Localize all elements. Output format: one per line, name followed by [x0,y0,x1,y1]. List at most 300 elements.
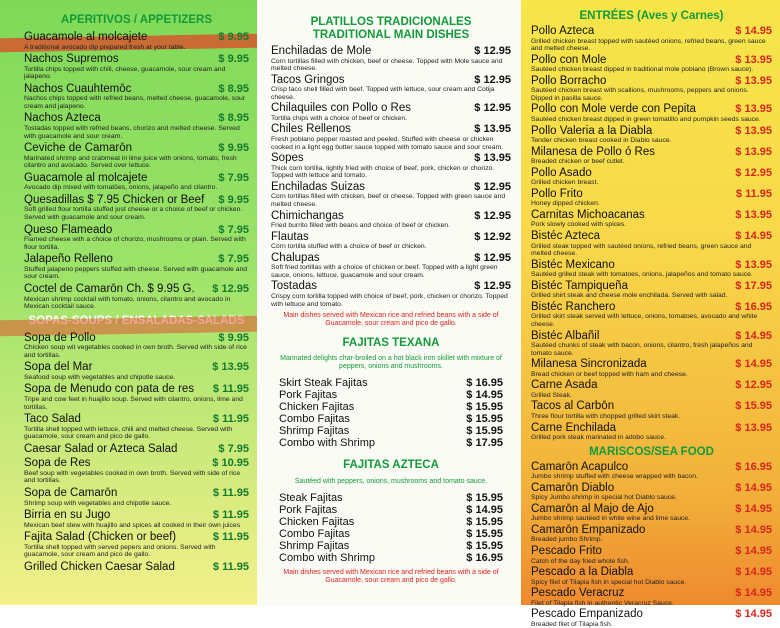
menu-item-row [531,482,772,495]
menu-item-name: Pollo Frito [531,187,583,200]
menu-item-name: Skirt Steak Fajitas [279,376,368,389]
menu-item-price: $ 9.95 [218,331,249,344]
menu-item-price: $ 11.95 [212,487,249,500]
menu-item-price: $ 12.95 [474,280,511,293]
menu-item-description: Tripe and cow feet in huajillo soup. Served with cilantro, onions, lime and tortillas. [24,395,243,411]
menu-item-row [279,528,503,540]
menu-item [24,361,249,381]
menu-item-name: Queso Flameado [24,223,113,236]
menu-item-price: $ 11.95 [212,531,249,544]
menu-item-description: Filet of Tilapia fish in authentic Veracruz Sauce. [531,599,674,607]
menu-item-row [531,146,772,159]
menu-item-price: $ 11.95 [212,509,249,522]
menu-item-row [24,332,249,345]
menu-item-row [24,361,249,374]
menu-item-row [531,259,772,272]
menu-item [531,209,772,229]
menu-item-price: $ 13.95 [735,74,772,87]
menu-item-name: Fajita Salad (Chicken or beef) [24,531,177,544]
menu-item [531,379,772,399]
menu-item-name: Bistéc Ranchero [531,300,616,313]
menu-item-price: $ 7.95 [218,253,249,266]
menu-item-description: Breaded jumbo Shrimp. [531,536,603,544]
menu-item [531,422,772,442]
menu-item-name: Sopa de Pollo [24,331,96,344]
menu-item [271,45,511,73]
menu-item-price: $ 13.95 [735,145,772,158]
menu-item [24,224,249,252]
menu-item-price: $ 17.95 [735,279,772,292]
menu-item-price: $ 13.95 [735,53,772,66]
menu-item [531,400,772,420]
menu-item-name: Quesadillas $ 7.95 Chicken or Beef [24,193,205,206]
menu-item-price: $ 16.95 [466,376,503,389]
menu-item-price: $ 16.95 [735,300,772,313]
menu-item-price: $ 17.95 [466,436,503,449]
soups-salads-heading: SOPAS-SOUPS / ENSALADAS-SALADS [28,314,245,327]
menu-item [531,587,772,607]
menu-item-row [271,102,511,115]
menu-item-name: Sopa de Menudo con pata de res [24,383,195,396]
menu-item [279,552,503,564]
menu-item-row [279,492,503,504]
menu-item [531,566,772,586]
menu-item-name: Pork Fajitas [279,388,338,401]
menu-item [279,413,503,425]
menu-item-price: $ 12.95 [474,251,511,264]
menu-item-row [24,224,249,237]
menu-item-name: Camarōn Acapulco [531,460,629,473]
menu-item [531,524,772,544]
menu-item-description: Sautéed chicken breast dipped in traditional mole poblano (Brown sauce). [531,66,754,74]
menu-item-description: Seafood soup with vegetables and chipotle sauce. [24,373,176,381]
menu-item-price: $ 15.95 [466,516,503,529]
menu-item [531,330,772,358]
menu-item-price: $ 8.95 [218,82,249,95]
menu-item-name: Taco Salad [24,413,81,426]
menu-item-row [24,83,249,96]
menu-item-price: $ 14.95 [735,25,772,37]
menu-item-description: Crispy corn tortilla topped with choice of beef, pork, chicken or chorizo. Topped with lettuce and tomato. [271,292,508,308]
menu-item-description: Sautéed chunks of steak with bacon, onions, cilantro, fresh jalapeños and tomato sauce. [531,342,753,357]
menu-item [531,461,772,481]
menu-item-price: $ 9.95 [218,31,249,43]
menu-item-row [24,509,249,522]
menu-item-name: Bistéc Albañil [531,329,600,342]
menu-item [271,231,511,251]
menu-item [24,332,249,360]
menu-item-price: $ 13.95 [735,208,772,221]
menu-item [24,509,249,529]
menu-item-row [271,210,511,223]
fajitas-texana-list [271,377,511,449]
menu-item-price: $ 15.95 [466,492,503,505]
menu-item-row [531,587,772,600]
fajitas-azteca-list [271,492,511,564]
menu-item-row [24,172,249,185]
menu-item-row [24,531,249,544]
menu-item-name: Pollo con Mole [531,53,607,66]
menu-item-price: $ 13.95 [212,361,249,374]
menu-item-name: Shrimp Fajitas [279,424,350,437]
menu-item-price: $ 15.95 [466,540,503,553]
menu-item-description: Spicy filet of Tilapia fish in special hot Diablo sauce. [531,578,687,586]
menu-item-price: $ 14.95 [735,566,772,579]
menu-item-price: $ 8.95 [218,112,249,125]
menu-item-price: $ 14.95 [735,608,772,621]
menu-item-price: $ 13.95 [735,103,772,116]
menu-item-price: $ 12.95 [212,283,249,295]
mariscos-heading: MARISCOS/SEA FOOD [589,445,714,458]
menu-item [271,252,511,280]
menu-item-name: Shrimp Fajitas [279,540,350,553]
menu-item-description: Pork slowly cooked with spices. [531,221,627,229]
menu-item-price: $ 12.95 [735,379,772,392]
menu-item-name: Caesar Salad or Azteca Salad [24,442,178,455]
menu-item-row [279,425,503,437]
menu-item-price: $ 12.95 [474,73,511,86]
menu-item-description: Tortilla chips with a choice of beef or chicken. [271,114,408,122]
menu-item-name: Sopa de Res [24,457,91,470]
menu-item [531,503,772,523]
menu-item-description: Three flour tortilla with chopped grilled skirt steak. [531,412,681,420]
menu-item-row [271,45,511,58]
menu-item-name: Nachos Supremos [24,53,119,66]
appetizers-list [24,31,249,311]
menu-item [279,437,503,449]
menu-item-description: Grilled shirt steak and cheese mole enchilada. Served with salad. [531,292,728,300]
menu-item-price: $ 14.95 [735,230,772,243]
menu-item [271,102,511,122]
menu-item [24,142,249,170]
right-column [521,0,780,628]
menu-item-price: $ 15.95 [735,400,772,413]
menu-item-row [531,358,772,371]
menu-item-price: $ 12.92 [474,230,511,243]
menu-item-description: Grilled steak topped with sautéed onions, refried beans, green sauce and melted cheese. [531,242,752,258]
menu-item-name: Nachos Cuauhtemōc [24,82,132,95]
menu-item-row [531,400,772,413]
menu-item-row [24,561,249,574]
menu-item-name: Guacamole al molcajete [24,171,148,184]
menu-item-price: $ 16.95 [466,552,503,565]
menu-item [531,358,772,378]
menu-item [531,146,772,166]
menu-item-name: Pollo Azteca [531,25,595,37]
menu-item-row [531,209,772,222]
menu-item-row [279,437,503,449]
menu-item-name: Camarōn Diablo [531,481,615,494]
menu-item-description: Mexican beef stew with huajillo and spices all cooked in their own juices [24,521,241,529]
menu-item-price: $ 7.95 [218,442,249,455]
menu-item-row [279,389,503,401]
menu-item [24,383,249,411]
menu-item [279,528,503,540]
menu-item-row [531,301,772,314]
menu-item-row [24,31,249,44]
menu-item-price: $ 16.95 [735,460,772,473]
menu-item-description: Sautéed grilled steak with tomatoes, onions, jalapeños and tomato sauce. [531,271,753,279]
menu-item-row [24,53,249,66]
traditional-heading-spanish: PLATILLOS TRADICIONALES [310,16,472,28]
menu-item-price: $ 14.95 [466,504,503,517]
menu-item-description: Fried burrito filled with beans and choice of beef or chicken. [271,222,451,230]
menu-item-price: $ 14.95 [735,545,772,558]
menu-item-name: Jalapeño Relleno [24,253,113,266]
menu-item-row [531,230,772,243]
menu-item [271,74,511,102]
menu-item [279,377,503,389]
menu-item-name: Pescado Frito [531,545,602,558]
menu-item-description: Breaded chicken or beef cutlet. [531,158,625,166]
appetizers-heading: APERITIVOS / APPETIZERS [60,14,213,26]
menu-item [531,167,772,187]
menu-item-row [279,516,503,528]
menu-item-price: $ 13.95 [735,421,772,434]
menu-item-description: Tortilla shell topped with served pepers and onions. Served with guacamole, sour cream and pico de gallo. [24,543,216,559]
menu-item-name: Chalupas [271,251,320,264]
menu-item [24,443,249,456]
menu-item-name: Chiles Rellenos [271,123,351,136]
menu-item [531,280,772,300]
menu-item-description: Corn tortillas filled with chicken, beef or cheese. Topped with Mole sauce and melted cheese. [271,57,503,73]
menu-item-name: Flautas [271,230,309,243]
menu-item-row [531,379,772,392]
menu-item-row [531,103,772,116]
menu-item-description: Corn tortilla stuffed with a choice of beef or chicken. [271,243,427,251]
menu-item [279,516,503,528]
menu-item-name: Grilled Chicken Caesar Salad [24,560,175,573]
menu-item-description: Nachos chips topped with refried beans, melted cheese, guacamole, sour cream and jalapeno. [24,95,246,110]
menu-item [279,389,503,401]
fajitas-azteca-note: Sautéed with peppers, onions, mushrooms and tomato sauce. [294,477,488,485]
menu-item-row [531,280,772,293]
menu-item-row [531,524,772,537]
menu-item-description: Crisp taco shell filled with beef. Topped with lettuce, sour cream and Cotija cheese. [271,86,495,101]
menu-item-row [531,330,772,343]
menu-item-description: Grilled skirt steak served with lettuce, onions, tomatoes, avocado and white cheese. [531,313,758,328]
menu-item-description: Spicy Jumbo shrimp in special hot Diablo sauce. [531,494,677,502]
menu-item-row [271,123,511,136]
menu-item-price: $ 12.95 [735,166,772,179]
menu-item [24,53,249,81]
menu-item-row [531,167,772,180]
soups-salads-list [24,332,249,574]
menu-item-name: Sopes [271,152,304,165]
menu-item-name: Milanesa de Pollo ó Res [531,145,656,158]
menu-item [279,425,503,437]
menu-item-price: $ 12.95 [474,180,511,193]
menu-item-description: Sautéed chicken breast with scallions, mushrooms, peppers and onions. Dipped in pasilla sauce. [531,87,749,102]
menu-item-row [24,194,249,207]
menu-item-row [24,487,249,500]
menu-item-price: $ 11.95 [212,383,249,396]
menu-item-row [279,377,503,389]
menu-item-row [531,566,772,579]
menu-item-name: Pescado Veracruz [531,587,625,600]
menu-item-name: Sopa del Mar [24,361,93,374]
menu-item-price: $ 15.95 [466,424,503,437]
menu-item [24,413,249,441]
menu-item [531,608,772,628]
menu-item-price: $ 9.95 [218,193,249,206]
middle-column [257,0,521,605]
menu-item-name: Carne Enchilada [531,421,617,434]
menu-item-name: Chimichangas [271,209,344,222]
menu-item-name: Enchiladas Suizas [271,180,365,193]
menu-item-name: Pescado a la Diabla [531,566,634,579]
menu-item-row [531,422,772,435]
menu-item-name: Tostadas [271,280,318,293]
menu-item-row [271,280,511,293]
menu-item-name: Chicken Fajitas [279,400,355,413]
menu-item-description: Bread chicken or beef topped with ham and cheese. [531,370,688,378]
menu-item-name: Pescado Empanizado [531,608,643,621]
menu-item-description: Jumbo shrimp sautéed in white wine and lime sauce. [531,515,691,523]
menu-item-name: Steak Fajitas [279,492,343,505]
menu-item [279,492,503,504]
menu-item [271,181,511,209]
menu-item [24,31,249,51]
menu-item [531,482,772,502]
menu-item-row [24,457,249,470]
menu-item-name: Combo with Shrimp [279,552,375,565]
menu-item-row [531,25,772,38]
menu-item-price: $ 12.95 [474,209,511,222]
menu-item [271,210,511,230]
menu-item-price: $ 7.95 [218,223,249,236]
menu-item-description: Avocado dip mixed with tomatōes, onions, jalapeño and cilantro. [24,184,218,192]
left-column [0,0,257,605]
menu-item-price: $ 14.95 [735,481,772,494]
menu-item-row [271,181,511,194]
menu-item [531,125,772,145]
menu-item-description: Jumbo shrimp stuffed with cheese wrapped with bacon. [531,473,698,481]
menu-item-row [271,252,511,265]
menu-item [271,280,511,308]
menu-item [271,123,511,151]
menu-item [24,561,249,574]
menu-item-row [279,401,503,413]
menu-item-price: $ 11.95 [212,560,249,573]
menu-item-row [531,608,772,621]
menu-item-name: Birria en su Jugo [24,509,111,522]
menu-item-row [279,413,503,425]
menu-item-name: Nachos Azteca [24,112,101,125]
menu-item-name: Enchiladas de Mole [271,45,372,57]
menu-item-description: Beef soup with vegetables cooked in own broth. Served with side of rice and tortillas. [24,469,241,485]
menu-item-description: Soft fried tortillas with a choice of chicken or beef. Topped with a light green sauce, onions, lettuce, guacamole and sour cream. [271,264,498,279]
menu-item [531,230,772,258]
menu-item-description: Tender chicken breast cooked in Diablo sauce. [531,137,672,145]
menu-item [531,188,772,208]
menu-item-description: Shrimp soup with vegetables and chipotle sauce. [24,499,172,507]
menu-item-row [24,383,249,396]
menu-item-price: $ 9.95 [218,142,249,155]
menu-item-price: $ 13.95 [474,123,511,136]
menu-item-description: Grilled chicken breast. [531,179,599,187]
menu-item-name: Combo Fajitas [279,412,350,425]
menu-item-row [531,503,772,516]
menu-item [279,504,503,516]
menu-item-description: Tortilla shell topped with lettuce, chili and melted cheese. Served with guacamole, sour cream and pico de gallo. [24,425,233,441]
menu-item-description: Grilled Steak. [531,391,572,399]
menu-item-description: Soft grilled flour tortilla stuffed just cheese or a choice of beef or chicken. Served with guacamole and sour cream. [24,206,243,222]
menu-item-name: Combo with Shrimp [279,436,375,449]
menu-item-name: Pollo Borracho [531,74,607,87]
menu-item-price: $ 14.95 [735,587,772,600]
menu-item [531,25,772,53]
menu-item-row [24,283,249,296]
menu-item [531,301,772,329]
menu-item [531,75,772,103]
menu-item-name: Pork Fajitas [279,504,338,517]
menu-item-price: $ 11.95 [212,413,249,426]
fajitas-texana-heading: FAJITAS TEXANA [342,336,440,349]
traditional-heading-english: TRADITIONAL MAIN DISHES [312,29,470,41]
menu-item-row [531,545,772,558]
menu-item-price: $ 15.95 [466,528,503,541]
menu-item [24,487,249,507]
menu-item-description: Honey dipped chicken. [531,200,600,208]
menu-item-row [531,188,772,201]
menu-item-name: Camarōn al Majo de Ajo [531,502,654,515]
menu-item-name: Pollo Valeria a la Diabla [531,124,653,137]
menu-item-row [531,75,772,88]
menu-item-row [24,443,249,456]
menu-item-row [271,152,511,165]
menu-item [24,253,249,281]
menu-item-row [271,231,511,244]
menu-item [531,545,772,565]
menu-item-description: Grilled pork steak marinated in adobo sauce. [531,434,666,442]
menu-item-name: Pollo con Mole verde con Pepita [531,103,696,116]
bottom-note: Main dishes served with Mexican rice and refried beans with a side of Guacamole, sour cream and pico de gallo. [283,569,499,585]
mariscos-list [531,461,772,628]
entrees-list [531,25,772,442]
menu-item-description: Mexican shrimp cocktail with tomato, onions, cilantro and avocado in Mexican cocktail sauce. [24,295,231,311]
menu-item [271,152,511,180]
menu-item-price: $ 12.95 [474,45,511,57]
menu-item-description: Marinated shrimp and crabmeat in lime juice with onions, tomato, fresh cilantro and avocado. Served over lettuce. [24,154,237,170]
dishes-note: Main dishes served with Mexican rice and refried beans with a side of Guacamole, sour cream and pico de gallo. [283,312,499,328]
menu-item [531,54,772,74]
menu-item-name: Coctel de Camarōn Ch. $ 9.95 G. [24,283,195,295]
menu-item-row [279,504,503,516]
menu-item [24,83,249,111]
menu-item-description: Stuffed jalapeno peppers stuffed with cheese. Served with guacamole and sour cream. [24,265,248,281]
menu-item-description: Chicken soup wit vegetables cooked in own broth. Served with side of rice and tortillas. [24,344,247,359]
menu-item-price: $ 11.95 [735,187,772,200]
menu-item-price: $ 13.95 [474,152,511,165]
menu-item-price: $ 14.95 [466,388,503,401]
menu-item-row [271,74,511,87]
menu-item-description: Sautéed chicken breast dipped in green tomatillo and pumpkin seeds sauce. [531,115,761,123]
menu-item [24,194,249,222]
menu-item-name: Chilaquiles con Pollo o Res [271,102,411,115]
menu-item [279,401,503,413]
menu-item-description: Breaded filet of Tilapia fish. [531,620,613,628]
menu-item-price: $ 7.95 [218,171,249,184]
menu-item-description: Fresh poblano pepper roasted and peeled. Stuffed with cheese or chicken cooked in a light egg butter sauce topped with tomato sauce and sour cream. [271,135,503,151]
menu-item [24,112,249,140]
menu-item-description: Grilled chicken breast topped with sautéed onions, refried beans, green sauce and melted cheese. [531,37,766,53]
menu-item-row [24,112,249,125]
menu-item-price: $ 14.95 [735,329,772,342]
menu-item-row [279,552,503,564]
menu-item-price: $ 15.95 [466,400,503,413]
fajitas-texana-note: Marinated delights char-broiled on a hot black iron skillet with mixture of peppers, onions and mushrooms. [280,354,502,370]
